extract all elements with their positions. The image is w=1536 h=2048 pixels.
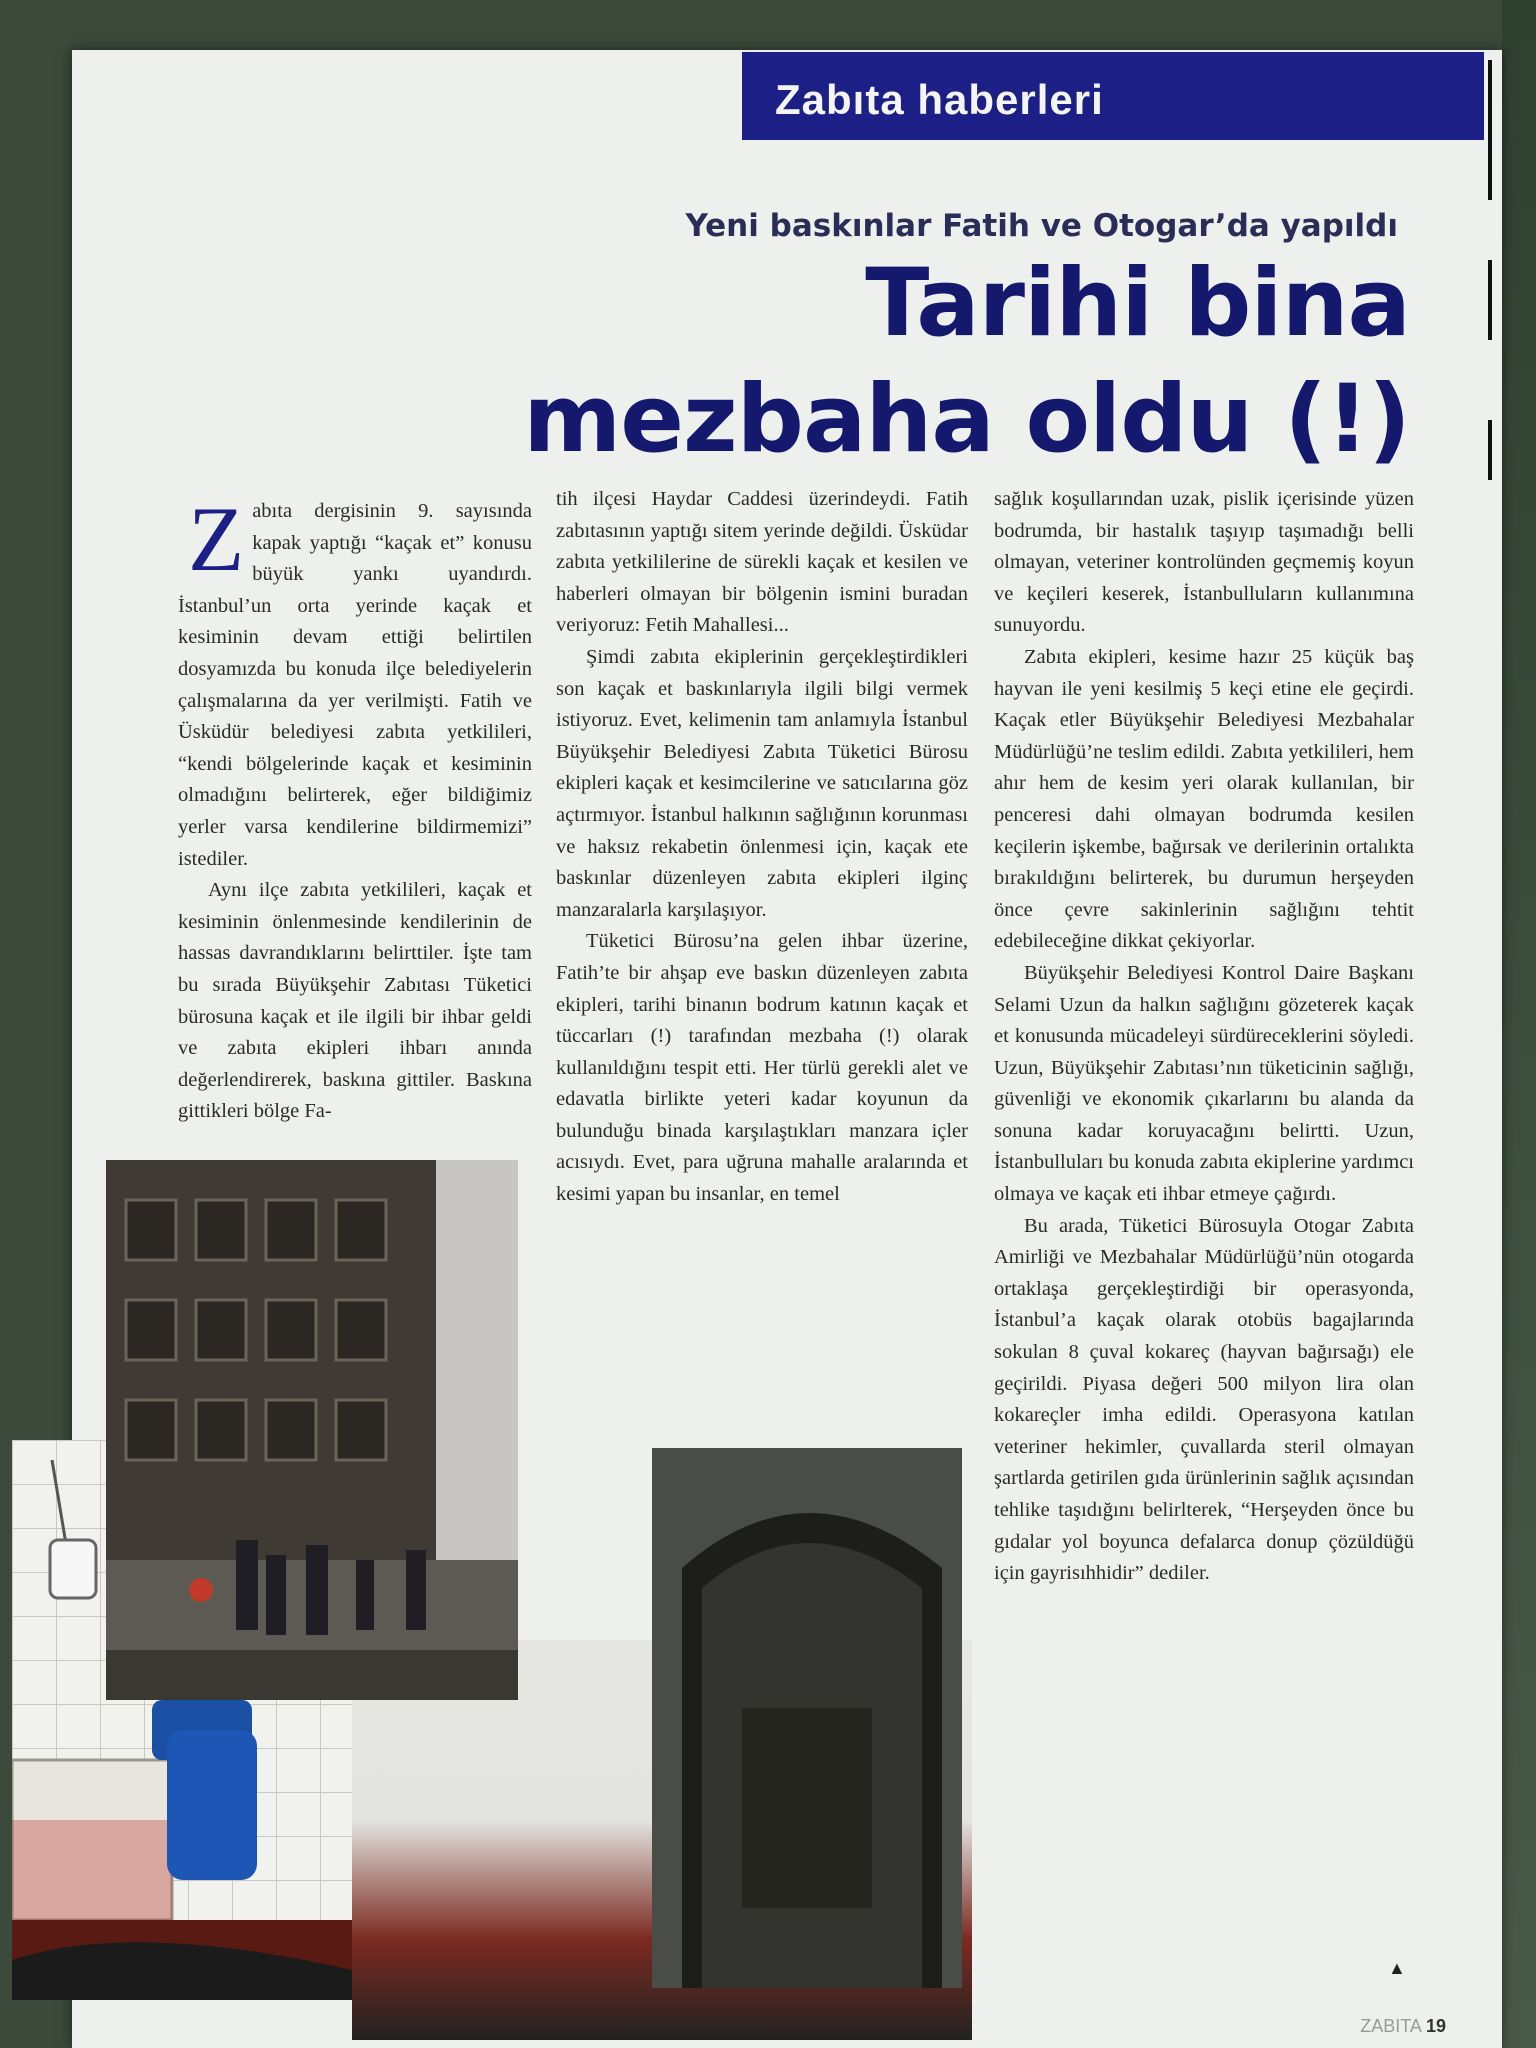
page-edge-mark — [1488, 420, 1492, 480]
paragraph: Şimdi zabıta ekiplerinin gerçekleştirdikleri son kaçak et baskınlarıyla ilgili bilgi vermek istiyoruz. Evet, kelimenin tam anlamıyla İstanbul Büyükşehir Belediyesi Zabıta Tüketici Bürosu ekipleri kaçak et kesimcilerine ve satıcılarına göz açtırmıyor. İstanbul halkının sağlığının korunması ve haksız rekabetin önlenmesi için, kaçak ete baskınlar düzenleyen zabıta ekipleri ilginç manzaralarla karşılaşıyor. — [556, 645, 968, 921]
headline-line-1: Tarihi bina — [865, 249, 1410, 358]
paragraph: tih ilçesi Haydar Caddesi üzerindeydi. Fatih zabıtasının yaptığı sitem yerinde değildi. Üsküdar zabıta yetkililerine de sürekli kaçak et kesilen ve haberleri olmayan bir bölgenin ismini buradan veriyoruz: Fetih Mahallesi... — [556, 488, 968, 637]
background-table — [1502, 0, 1536, 2048]
doorway-graphic — [652, 1448, 962, 1988]
article-column-3 — [994, 484, 1414, 1590]
drop-cap: Z — [188, 488, 245, 590]
article-column-2 — [556, 484, 968, 1211]
paragraph: Tüketici Bürosu’na gelen ihbar üzerine, Fatih’te bir ahşap eve baskın düzenleyen zabıta ekipleri, tarihi binanın bodrum katının kaçak et tüccarları (!) tarafından mezbaha (!) olarak kullanıldığını tespit etti. Her türlü gerekli alet ve edavatla birlikte yeteri kadar koyunun da bulunduğu binada karşılaştıkları manzara içler acısıydı. Evet, para uğruna mahalle aralarında et kesimi yapan bu insanlar, en temel — [556, 930, 968, 1206]
paragraph: sağlık koşullarından uzak, pislik içerisinde yüzen bodrumda, bir hastalık taşıyıp taşımadığı belli olmayan, veteriner kontrolünden geçmemiş koyun ve keçileri keserek, İstanbulluların kullanımına sunuyordu. — [994, 488, 1414, 637]
paragraph: abıta dergisinin 9. sayısında kapak yaptığı “kaçak et” konusu büyük yankı uyandırdı. İstanbul’un orta yerinde kaçak et kesiminin devam ettiği belirtilen dosyamızda bu konuda ilçe belediyelerin çalışmalarına da yer verilmişti. Fatih ve Üsküdür belediyesi zabıta yetkilileri, “kendi bölgelerinde kaçak et kesiminin olmadığını belirterek, eğer bildiğimiz yerler varsa kendilerine bildirmemizi” istediler. — [178, 500, 532, 870]
headline-line-2: mezbaha oldu (!) — [523, 365, 1410, 474]
photo-street-building — [106, 1160, 518, 1700]
section-label: Zabıta haberleri — [775, 76, 1104, 123]
page-edge-mark — [1488, 260, 1492, 340]
magazine-name: ZABITA — [1360, 2016, 1421, 2036]
page-footer — [1360, 2016, 1446, 2037]
street-scene-graphic — [106, 1160, 518, 1700]
page-number: 19 — [1425, 2016, 1446, 2036]
article-column-1 — [178, 488, 532, 1128]
paragraph: Büyükşehir Belediyesi Kontrol Daire Başkanı Selami Uzun da halkın sağlığını gözeterek kaçak et konusunda mücadeleyi sürdüreceklerini söyledi. Uzun, Büyükşehir Zabıtası’nın tüketicinin sağlığı, güvenliği ve ekonomik çıkarlarını bu alanda da sonuna kadar koruyacağını belirtti. Uzun, İstanbulluları bu konuda zabıta ekiplerine yardımcı olmaya ve kaçak eti ihbar etmeye çağırdı. — [994, 961, 1414, 1206]
end-mark-icon: ▲ — [1388, 1958, 1406, 1978]
article-subtitle: Yeni baskınlar Fatih ve Otogar’da yapıldı — [685, 208, 1398, 244]
article-headline — [523, 246, 1410, 478]
page-edge-mark — [1488, 60, 1492, 200]
photo-doorway — [652, 1448, 962, 1988]
paragraph: Zabıta ekipleri, kesime hazır 25 küçük baş hayvan ile yeni kesilmiş 5 keçi etine ele geçirdi. Kaçak etler Büyükşehir Belediyesi Mezbahalar Müdürlüğü’ne teslim edildi. Zabıta yetkilileri, hem ahır hem de kesim yeri olarak kullanılan, bir penceresi dahi olmayan bodrumda kesilen keçilerin işkembe, bağırsak ve derilerinin ortalıkta bırakıldığını belirterek, bu durumun herşeyden önce çevre sakinlerinin sağlığını tehtit edebileceğine dikkat çekiyorlar. — [994, 645, 1414, 953]
paragraph: Bu arada, Tüketici Bürosuyla Otogar Zabıta Amirliği ve Mezbahalar Müdürlüğü’nün otogarda ortaklaşa gerçekleştirdiği bir operasyonda, İstanbul’a kaçak olarak otobüs bagajlarında sokulan 8 çuval kokareç (hayvan bağırsağı) ele geçirildi. Piyasa değeri 500 milyon lira olan kokareçler imha edildi. Operasyona katılan veteriner hekimler, çuvallarda steril olmayan şartlarda getirilen gıda ürünlerinin sağlık açısından tehlike taşıdığını belirlterek, “Herşeyden önce bu gıdalar yol boyunca defalarca donup çözüldüğü için gayrisıhhidir” dediler. — [994, 1214, 1414, 1585]
paragraph: Aynı ilçe zabıta yetkilileri, kaçak et kesiminin önlenmesinde kendilerinin de hassas davrandıklarını belirttiler. İşte tam bu sırada Büyükşehir Zabıtası Tüketici bürosuna kaçak et ile ilgili bir ihbar geldi ve zabıta ekipleri ihbarı anında değerlendirerek, baskına gittiler. Baskına gittikleri bölge Fa- — [178, 879, 532, 1123]
